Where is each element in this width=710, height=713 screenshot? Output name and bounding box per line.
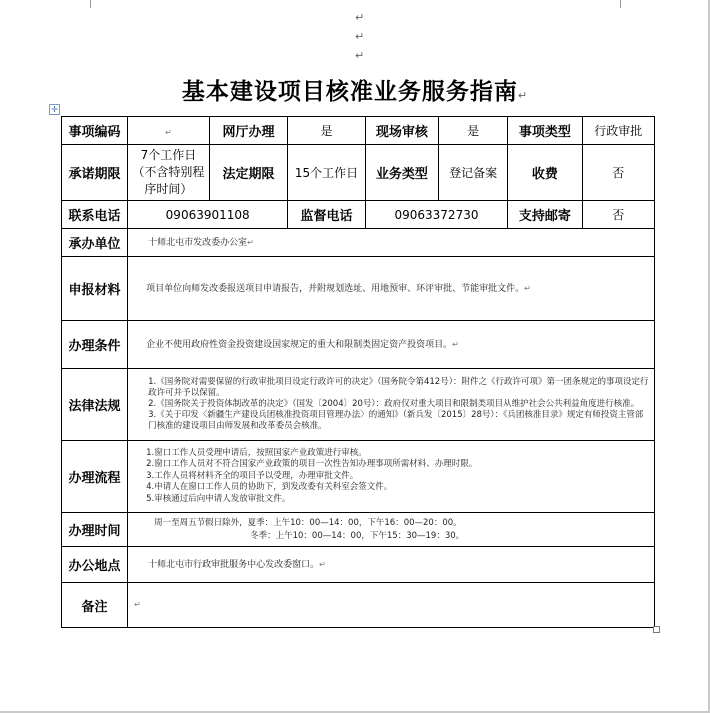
legal-label: 法定期限 (209, 145, 288, 201)
phone-value[interactable]: 09063901108 (128, 201, 288, 229)
supervise-label: 监督电话 (288, 201, 365, 229)
mail-value[interactable]: 否 (582, 201, 654, 229)
crop-mark-left (90, 0, 101, 8)
promise-label: 承诺期限 (62, 145, 128, 201)
flow-item: 5.审核通过后向申请人发放审批文件。 (146, 493, 291, 504)
type-label: 事项类型 (508, 117, 582, 145)
flow-item: 4.申请人在窗口工作人员的协助下，到发改委有关科室会签文件。 (146, 482, 393, 493)
conditions-label: 办理条件 (62, 321, 128, 369)
row-flow (62, 441, 655, 513)
row-materials (62, 257, 655, 321)
law-item: 3.《关于印发〈新疆生产建设兵团核准投资项目管理办法〉的通知》（新兵发〔2015〕28号）：《兵团核准目录》规定有师投资主管部门核准的建设项目由师发展和改革委员会核准。 (148, 410, 644, 431)
crop-mark-right (610, 0, 621, 8)
dept-value[interactable]: 十师北屯市发改委办公室↵ (128, 229, 655, 257)
time-line-winter: 冬季：上午10：00—14：00，下午15：30—19：30。 (250, 530, 465, 541)
biz-value[interactable]: 登记备案 (439, 145, 508, 201)
document-title: 基本建设项目核准业务服务指南↵ (181, 79, 529, 105)
flow-value[interactable] (128, 441, 655, 513)
flow-label: 办理流程 (62, 441, 128, 513)
promise-value[interactable]: 7个工作日（不含特别程序时间） (128, 145, 210, 201)
paragraph-marks: ↵ ↵ ↵ (355, 11, 365, 62)
place-label: 办公地点 (62, 547, 128, 583)
onsite-value[interactable]: 是 (439, 117, 508, 145)
onsite-label: 现场审核 (365, 117, 438, 145)
law-value[interactable] (128, 369, 655, 441)
law-item: 1.《国务院对需要保留的行政审批项目设定行政许可的决定》（国务院令第412号）：附件之《行政许可项》第一团条规定的事项设定行政许可并予以保留。 (148, 377, 649, 398)
type-value[interactable]: 行政审批 (582, 117, 654, 145)
row-time (62, 513, 655, 547)
item-code-label: 事项编码 (62, 117, 128, 145)
row-deadlines (62, 145, 655, 201)
title-text: 基本建设项目核准业务服务指南 (181, 79, 518, 105)
service-guide-table (61, 116, 655, 628)
law-label: 法律法规 (62, 369, 128, 441)
time-value[interactable] (128, 513, 655, 547)
time-line-summer: 周一至周五节假日除外，夏季：上午10：00—14：00，下午16：00—20：00。 (154, 517, 462, 528)
row-remark (62, 583, 655, 628)
row-law (62, 369, 655, 441)
item-code-value[interactable]: ↵ (128, 117, 210, 145)
online-value[interactable]: 是 (288, 117, 365, 145)
flow-item: 3.工作人员将材料齐全的项目予以受理，办理审批文件。 (146, 470, 359, 481)
conditions-value[interactable]: 企业不使用政府性资金投资建设国家规定的重大和限制类固定资产投资项目。↵ (128, 321, 655, 369)
online-label: 网厅办理 (209, 117, 288, 145)
row-place (62, 547, 655, 583)
table-move-handle-icon[interactable]: ✛ (49, 104, 60, 115)
row-contact (62, 201, 655, 229)
table-resize-handle[interactable] (653, 626, 660, 633)
row-conditions (62, 321, 655, 369)
materials-value[interactable]: 项目单位向师发改委报送项目申请报告，并附规划选址、用地预审、环评审批、节能审批文件。↵ (128, 257, 655, 321)
supervise-value[interactable]: 09063372730 (365, 201, 508, 229)
fee-label: 收费 (508, 145, 582, 201)
biz-label: 业务类型 (365, 145, 438, 201)
legal-value[interactable]: 15个工作日 (288, 145, 365, 201)
flow-item: 2.窗口工作人员对不符合国家产业政策的项目一次性告知办理事项所需材料、办理时限。 (146, 459, 478, 470)
flow-item: 1.窗口工作人员受理申请后，按照国家产业政策进行审核。 (146, 447, 367, 458)
phone-label: 联系电话 (62, 201, 128, 229)
row-department (62, 229, 655, 257)
place-value[interactable]: 十师北屯市行政审批服务中心发改委窗口。↵ (128, 547, 655, 583)
remark-value[interactable]: ↵ (128, 583, 655, 628)
dept-label: 承办单位 (62, 229, 128, 257)
row-item-info (62, 117, 655, 145)
remark-label: 备注 (62, 583, 128, 628)
fee-value[interactable]: 否 (582, 145, 654, 201)
time-label: 办理时间 (62, 513, 128, 547)
law-item: 2.《国务院关于投资体制改革的决定》（国发〔2004〕20号）：政府仅对重大项目和限制类项目从维护社会公共利益角度进行核准。 (148, 399, 640, 409)
mail-label: 支持邮寄 (508, 201, 582, 229)
materials-label: 申报材料 (62, 257, 128, 321)
